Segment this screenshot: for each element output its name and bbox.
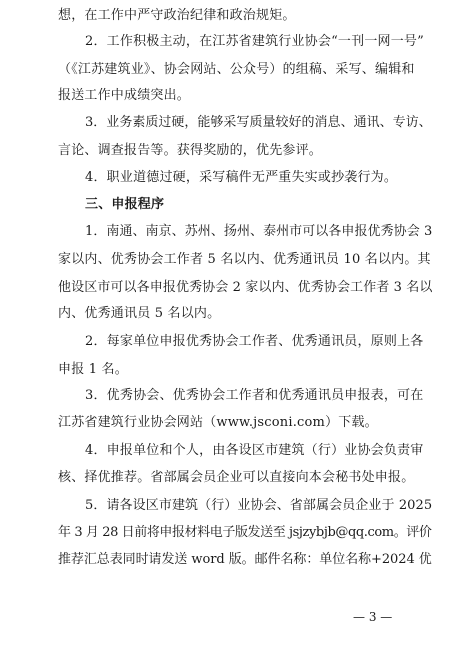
text-line-1: 想，在工作中严守政治纪律和政治规矩。	[58, 8, 296, 23]
text-line-18: 核、择优推荐。省部属会员企业可以直接向本会秘书处申报。	[58, 470, 415, 485]
text-line-20: 年 3 月 28 日前将申报材料电子版发送至 jsjzybjb@qq.com。评价	[58, 525, 432, 540]
text-line-19: 5．请各设区市建筑（行）业协会、省部属会员企业于 2025	[85, 498, 433, 513]
page-number: — 3 —	[353, 610, 393, 624]
text-line-17: 4．申报单位和个人，由各设区市建筑（行）业协会负责审	[85, 443, 424, 458]
text-line-11: 他设区市可以各申报优秀协会 2 家以内、优秀协会工作者 3 名以	[58, 280, 433, 295]
text-line-16: 江苏省建筑行业协会网站（www.jsconi.com）下载。	[58, 415, 378, 430]
text-line-13: 2．每家单位申报优秀协会工作者、优秀通讯员，原则上各	[85, 334, 424, 349]
text-line-5: 3．业务素质过硬，能够采写质量较好的消息、通讯、专访、	[85, 115, 432, 130]
text-line-6: 言论、调查报告等。获得奖励的，优先参评。	[58, 143, 323, 158]
text-line-12: 内、优秀通讯员 5 名以内。	[58, 306, 221, 321]
text-line-2: 2．工作积极主动，在江苏省建筑行业协会“一刊一网一号”	[85, 34, 424, 49]
text-line-14: 申报 1 名。	[58, 362, 128, 377]
text-line-7: 4．职业道德过硬，采写稿件无严重失实或抄袭行为。	[85, 170, 398, 185]
text-line-21: 推荐汇总表同时请发送 word 版。邮件名称：单位名称+2024 优	[58, 552, 432, 567]
section-heading: 三、申报程序	[85, 197, 165, 212]
text-line-10: 家以内、优秀协会工作者 5 名以内、优秀通讯员 10 名以内。其	[58, 252, 431, 267]
text-line-9: 1．南通、南京、苏州、扬州、泰州市可以各申报优秀协会 3	[85, 224, 433, 239]
text-line-15: 3．优秀协会、优秀协会工作者和优秀通讯员申报表，可在	[85, 388, 424, 403]
text-line-3: （《江苏建筑业》、协会网站、公众号）的组稿、采写、编辑和	[58, 62, 415, 77]
text-line-4: 报送工作中成绩突出。	[58, 88, 191, 103]
